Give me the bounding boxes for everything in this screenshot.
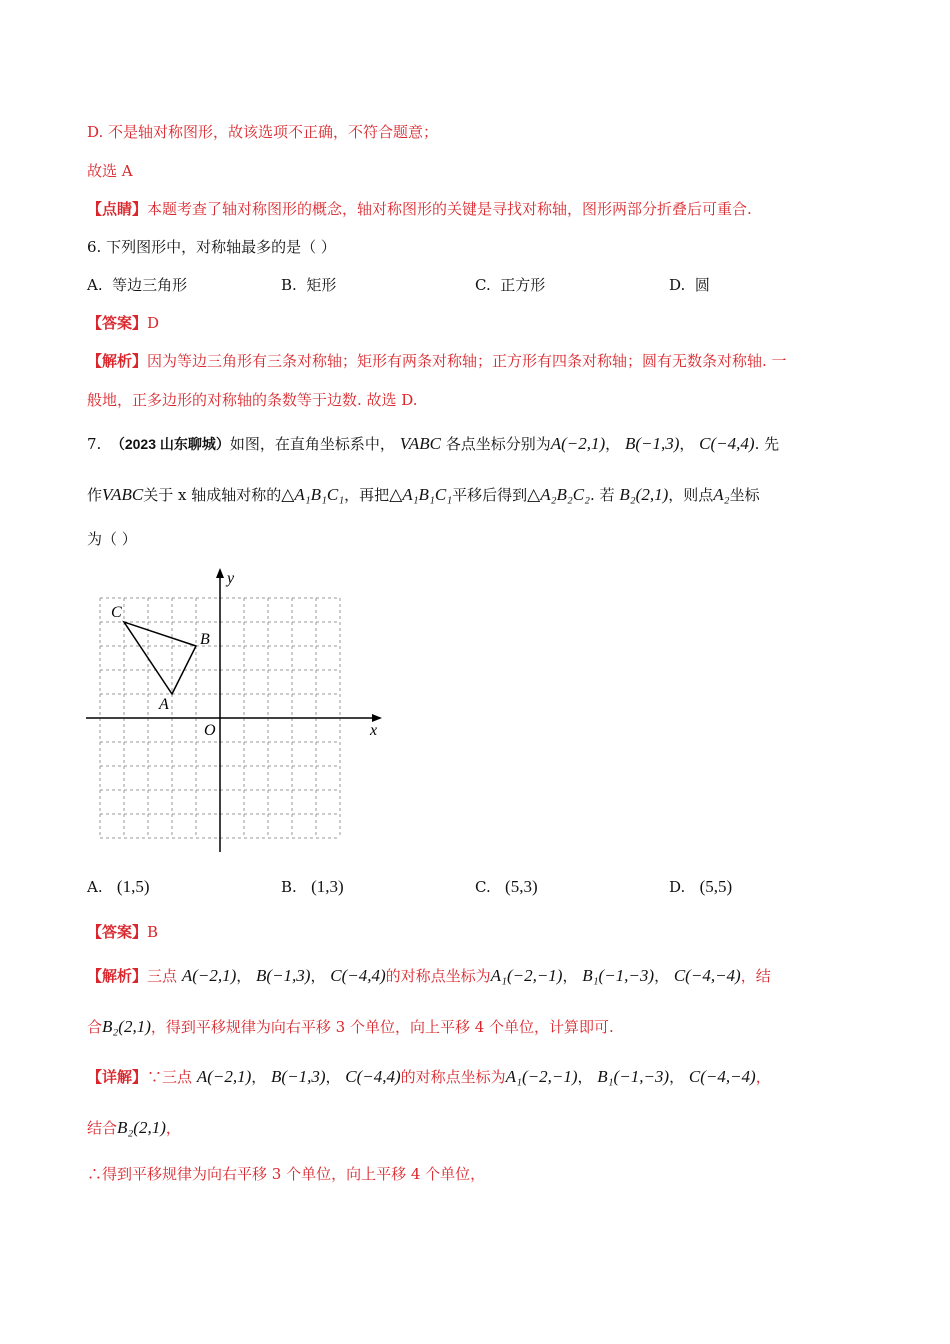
q6-stem: 6. 下列图形中，对称轴最多的是（ ） — [87, 238, 336, 256]
q7-option-a: A. (1,5) — [87, 877, 150, 896]
q6-option-a: A. 等边三角形 — [87, 276, 188, 294]
q7-stem-line3: 为（ ） — [87, 530, 137, 548]
tip-tag: 【点睛】 — [87, 200, 148, 218]
q6-option-b: B. 矩形 — [281, 276, 337, 294]
coordinate-grid-figure — [80, 562, 390, 854]
q5-choose: 故选 A — [87, 162, 133, 180]
q5-tip — [87, 198, 752, 220]
point-b-label: B — [200, 631, 210, 648]
q7-detail-line3: ∴得到平移规律为向右平移 3 个单位，向上平移 4 个单位， — [87, 1165, 486, 1183]
q6-answer: 【答案】D — [87, 314, 160, 332]
q7-answer: 【答案】B — [87, 923, 159, 941]
q7-analysis-line2: 合B₂(2,1)，得到平移规律为向右平移 3 个单位，向上平移 4 个单位，计算即可. — [87, 1017, 614, 1036]
q6-option-d: D. 圆 — [669, 276, 710, 294]
q5-option-d-explanation: D. 不是轴对称图形，故该选项不正确，不符合题意； — [87, 123, 439, 141]
q7-stem-line1: 7. （2023 山东聊城）如图，在直角坐标系中， VABC 各点坐标分别为A(−2,1)， B(−1,3)， C(−4,4). 先 — [87, 434, 780, 453]
x-axis-label: x — [370, 722, 378, 739]
q6-option-c: C. 正方形 — [475, 276, 546, 294]
origin-label: O — [204, 722, 216, 739]
q7-stem-line2: 作VABC关于 x 轴成轴对称的△A₁B₁C₁，再把△A₁B₁C₁平移后得到△A₂B₂C₂. 若 B₂(2,1)，则点A₂坐标 — [87, 485, 760, 504]
y-axis-label: y — [227, 570, 235, 587]
q6-analysis-line1: 【解析】因为等边三角形有三条对称轴；矩形有两条对称轴；正方形有四条对称轴；圆有无数条对称轴. 一 — [87, 352, 787, 370]
q7-option-d: D. (5,5) — [669, 877, 733, 896]
q7-analysis-line1: 【解析】三点 A(−2,1)， B(−1,3)， C(−4,4)的对称点坐标为A₁(−2,−1)， B₁(−1,−3)， C(−4,−4)，结 — [87, 966, 771, 985]
point-c-label: C — [111, 604, 122, 621]
x-axis-arrow — [372, 714, 382, 722]
triangle-abc — [124, 622, 196, 694]
tip-text: 本题考查了轴对称图形的概念，轴对称图形的关键是寻找对称轴，图形两部分折叠后可重合. — [147, 200, 752, 218]
point-a-label: A — [159, 696, 169, 713]
q7-detail-line2: 结合B₂(2,1)， — [87, 1118, 181, 1137]
q7-option-b: B. (1,3) — [281, 877, 344, 896]
q6-analysis-line2: 般地，正多边形的对称轴的条数等于边数. 故选 D. — [87, 391, 418, 409]
y-axis-arrow — [216, 568, 224, 578]
q7-option-c: C. (5,3) — [475, 877, 538, 896]
q7-detail-line1: 【详解】∵三点 A(−2,1)， B(−1,3)， C(−4,4)的对称点坐标为A₁(−2,−1)， B₁(−1,−3)， C(−4,−4)， — [87, 1067, 771, 1086]
